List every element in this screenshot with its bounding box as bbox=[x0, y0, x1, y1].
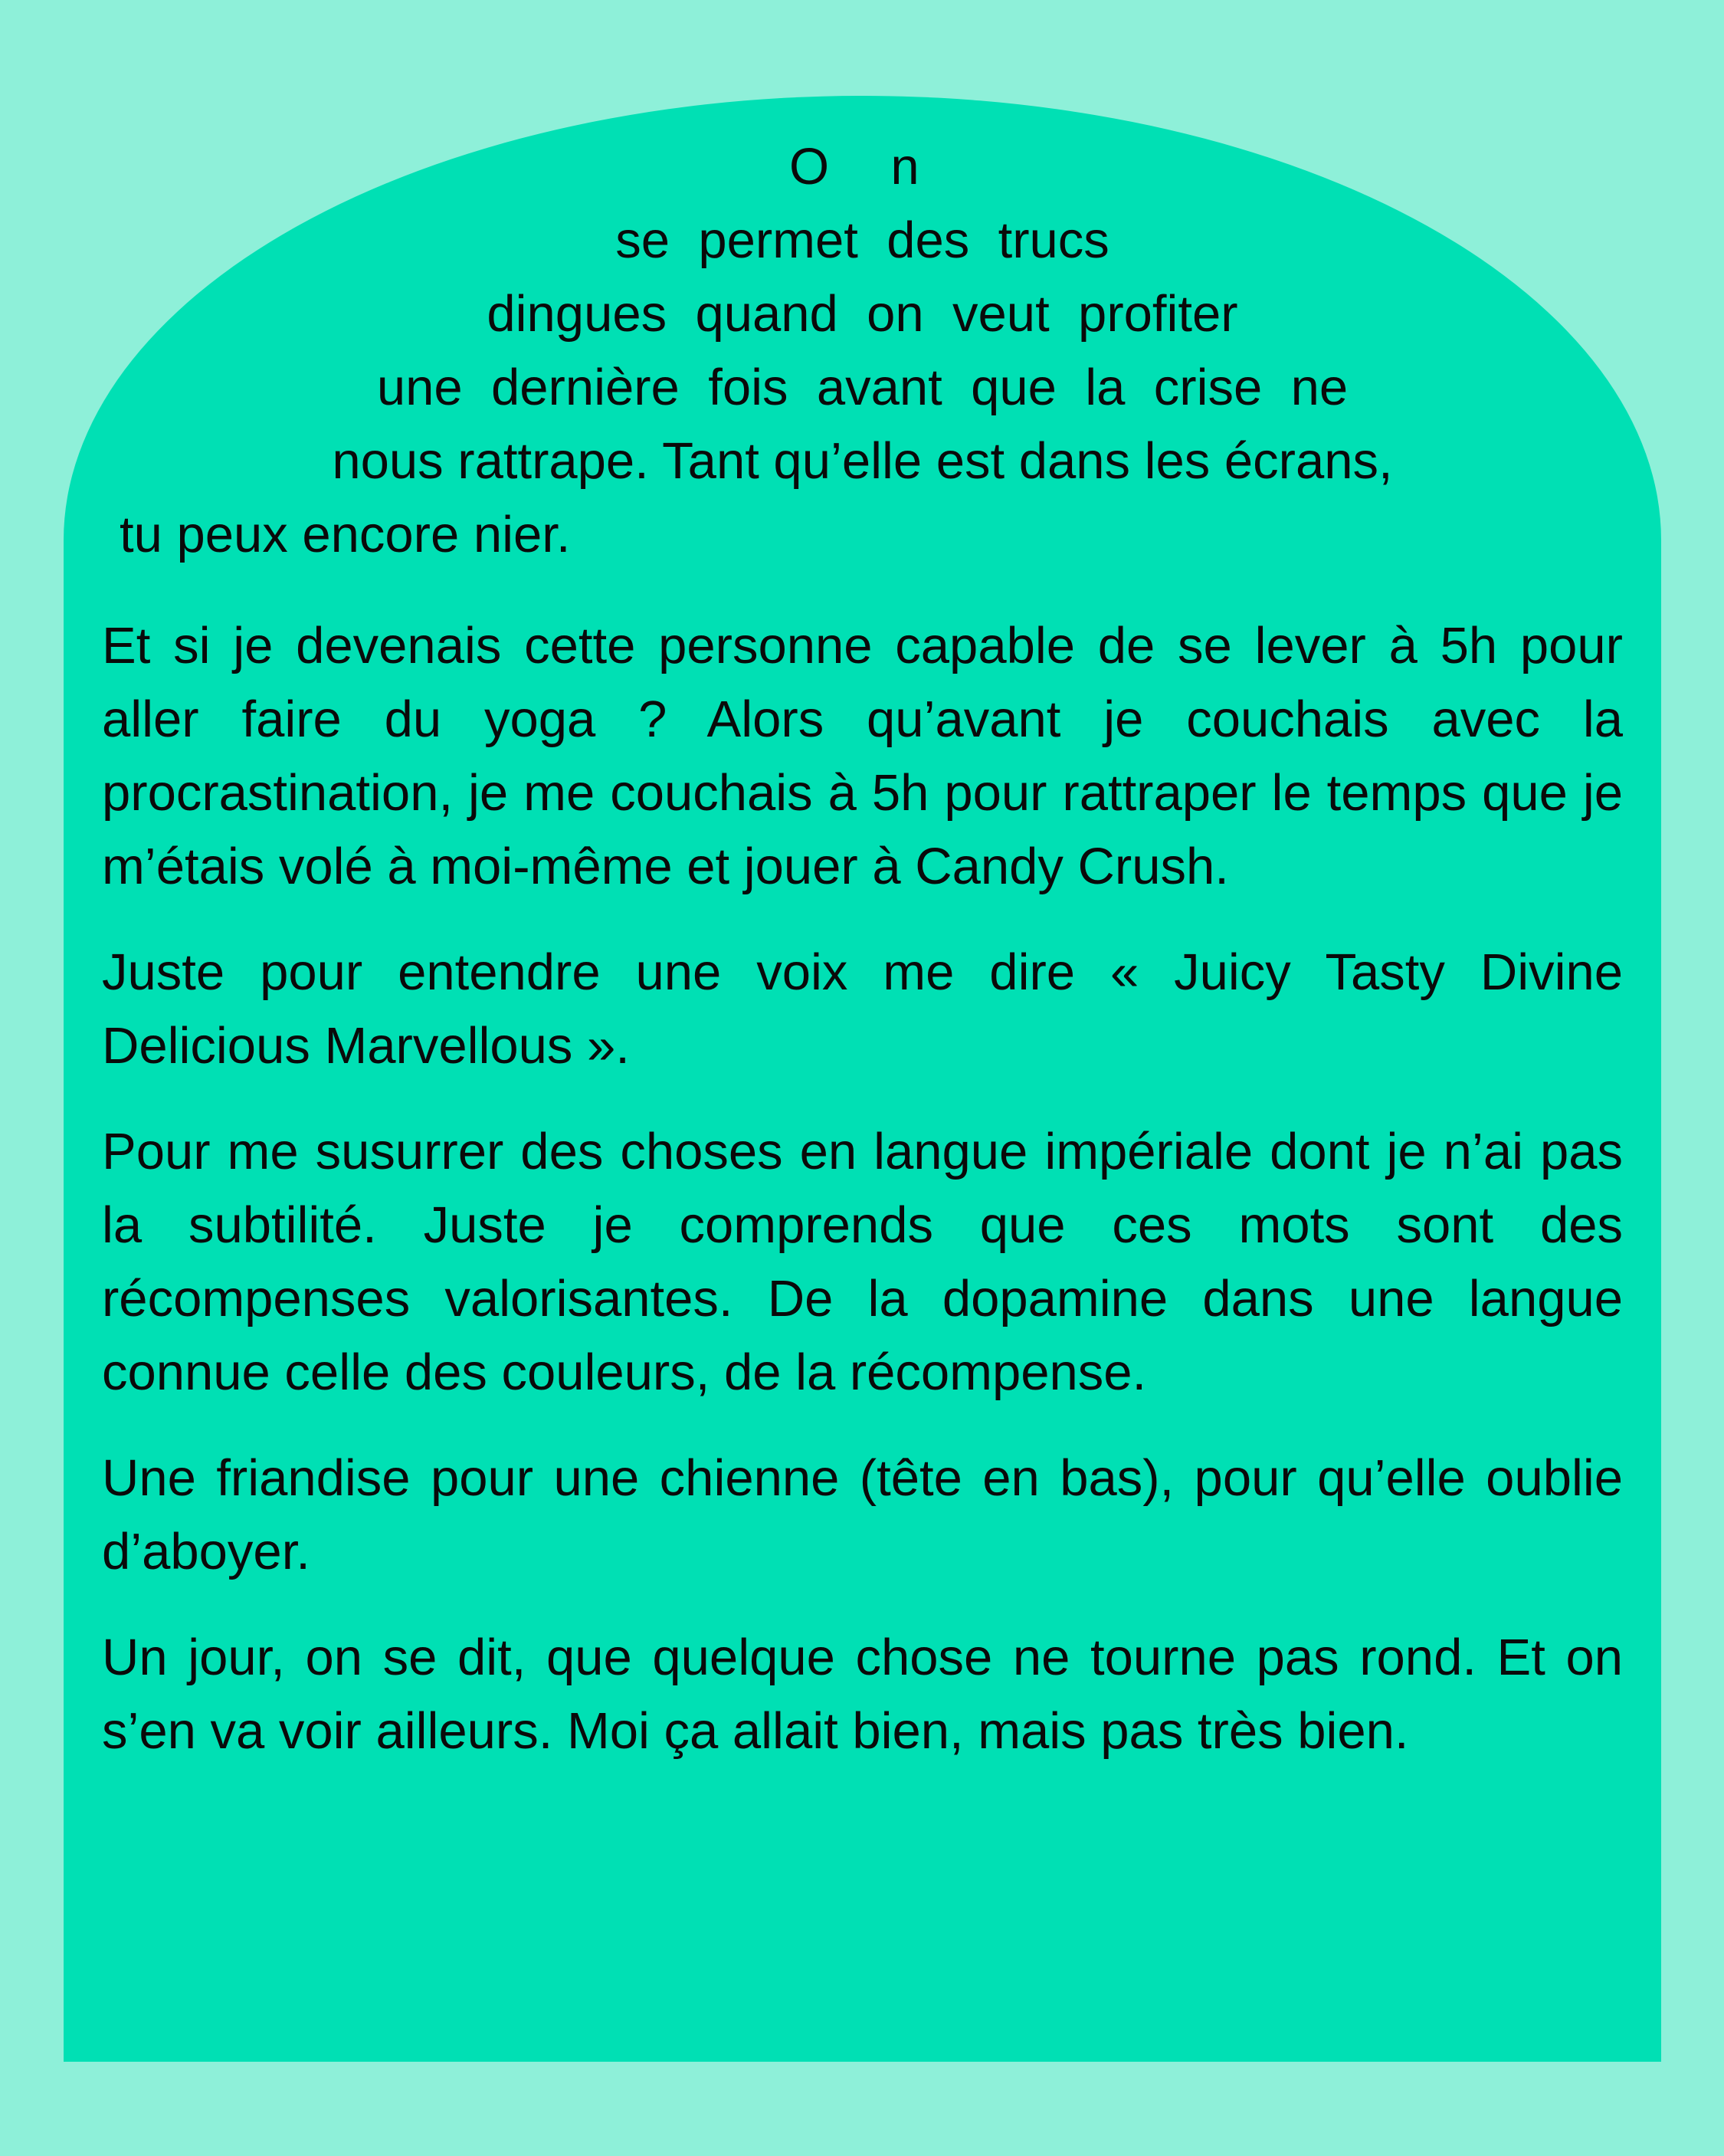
paragraph-voice: Juste pour entendre une voix me dire « Juicy Tasty Divine Delicious Marvellous ». bbox=[102, 943, 1623, 1075]
arch-heading-block bbox=[64, 130, 1661, 572]
paragraph-treat: Une friandise pour une chienne (tête en bas), pour qu’elle oublie d’aboyer. bbox=[102, 1449, 1623, 1580]
paragraph-yoga: Et si je devenais cette personne capable de se lever à 5h pour aller faire du yoga ? Alors qu’avant je couchais avec la procrastination, je me couchais à 5h pour rattraper le temps que je m’étais volé à moi-même et jouer à Candy Crush. bbox=[102, 617, 1623, 895]
paragraph-one-day: Un jour, on se dit, que quelque chose ne tourne pas rond. Et on s’en va voir ailleurs. Moi ça allait bien, mais pas très bien. bbox=[102, 1629, 1623, 1760]
body-text bbox=[102, 609, 1623, 1800]
arch-line-4: une dernière fois avant que la crise ne bbox=[376, 359, 1349, 416]
arch-line-1: O n bbox=[788, 138, 936, 195]
arch-line-5: nous rattrape. Tant qu’elle est dans les écrans, bbox=[332, 432, 1393, 490]
arch-line-3: dingues quand on veut profiter bbox=[487, 285, 1238, 343]
arch-line-6: tu peux encore nier. bbox=[120, 506, 571, 563]
paragraph-imperial-language: Pour me susurrer des choses en langue impériale dont je n’ai pas la subtilité. Juste je comprends que ces mots sont des récompenses valorisantes. De la dopamine dans une langue connue celle des couleurs, de la récompense. bbox=[102, 1123, 1623, 1401]
arch-line-2: se permet des trucs bbox=[615, 212, 1109, 269]
arch-text-panel bbox=[64, 96, 1661, 2062]
